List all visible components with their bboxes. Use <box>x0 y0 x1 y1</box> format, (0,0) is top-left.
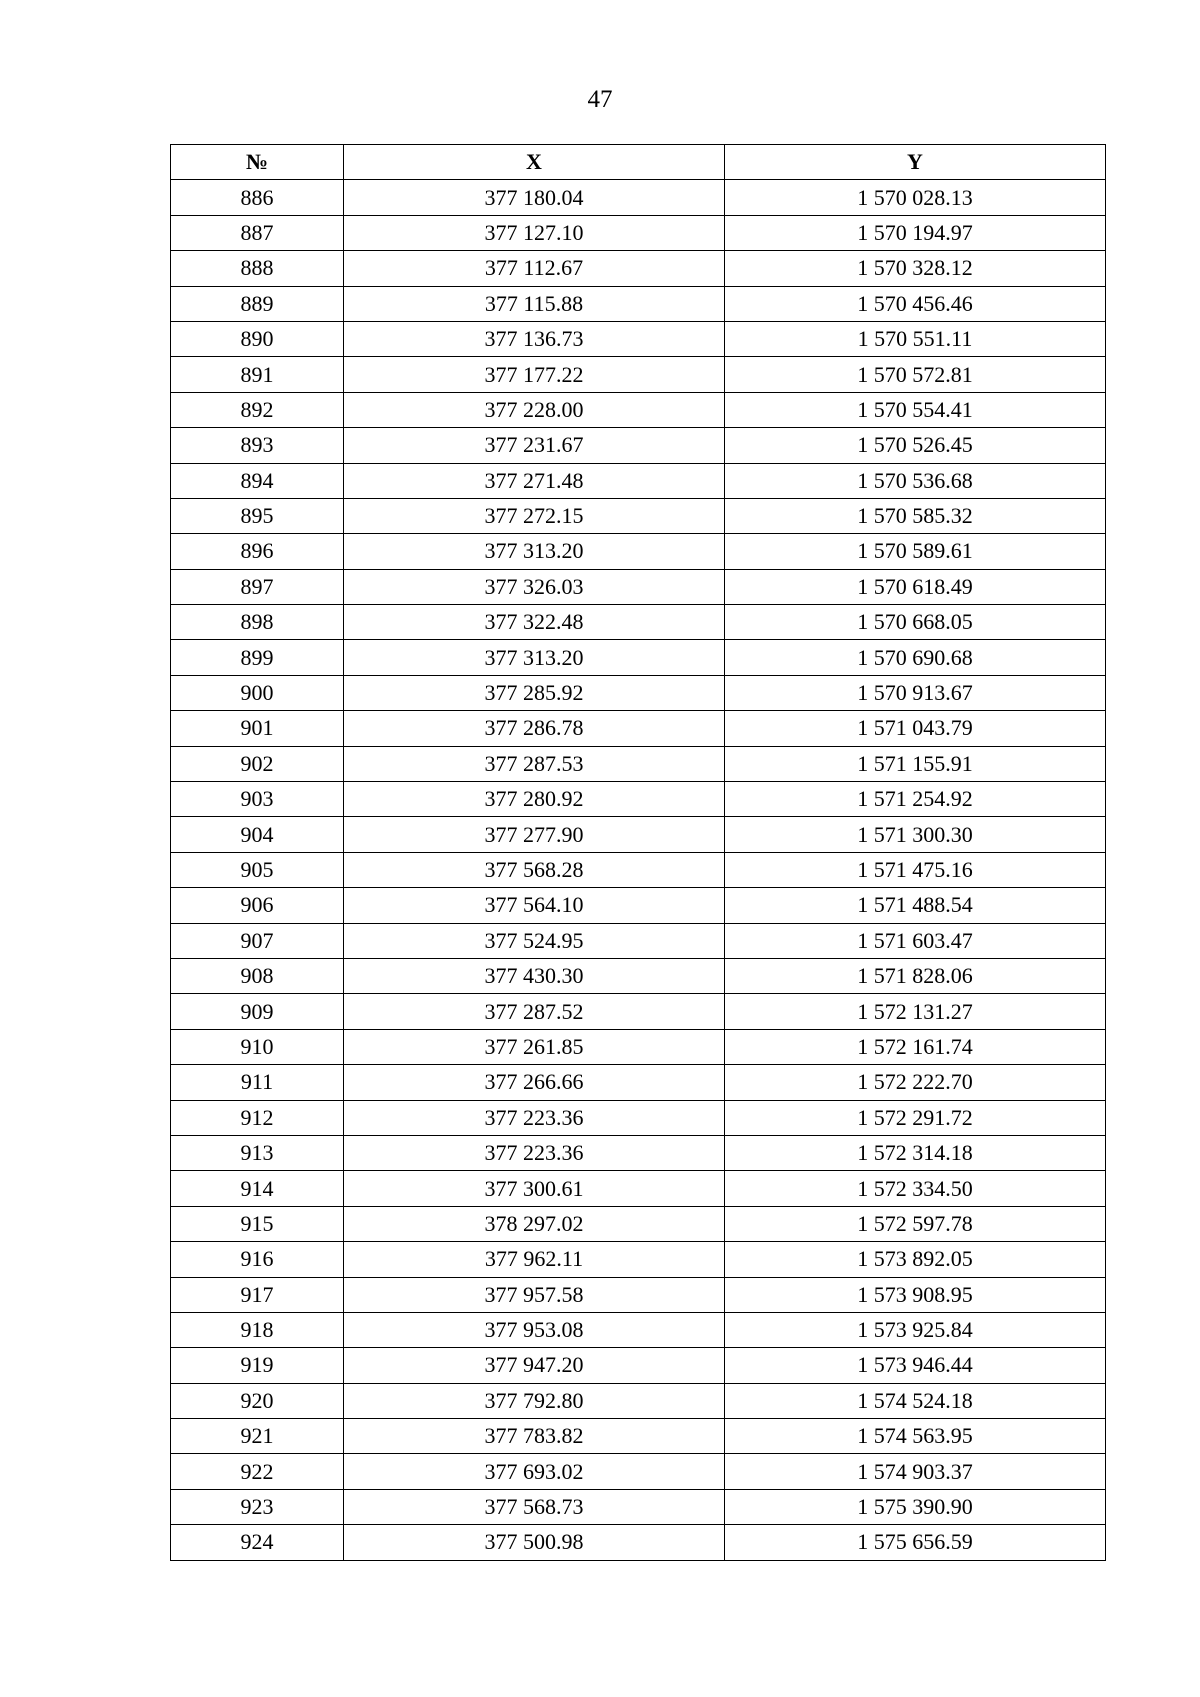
cell-x: 377 326.03 <box>344 569 725 604</box>
table-row <box>171 640 1106 675</box>
cell-x: 377 500.98 <box>344 1525 725 1560</box>
cell-x: 377 223.36 <box>344 1135 725 1170</box>
cell-y: 1 570 913.67 <box>725 675 1106 710</box>
cell-y: 1 570 690.68 <box>725 640 1106 675</box>
table-row <box>171 428 1106 463</box>
header-number: № <box>171 145 344 180</box>
cell-x: 377 962.11 <box>344 1242 725 1277</box>
cell-x: 377 285.92 <box>344 675 725 710</box>
cell-y: 1 573 892.05 <box>725 1242 1106 1277</box>
cell-x: 377 115.88 <box>344 286 725 321</box>
table-row <box>171 675 1106 710</box>
cell-y: 1 570 585.32 <box>725 498 1106 533</box>
cell-y: 1 572 161.74 <box>725 1029 1106 1064</box>
cell-x: 377 127.10 <box>344 215 725 250</box>
table-row <box>171 1242 1106 1277</box>
cell-number: 902 <box>171 746 344 781</box>
cell-x: 377 313.20 <box>344 640 725 675</box>
table-row <box>171 286 1106 321</box>
cell-number: 905 <box>171 852 344 887</box>
cell-number: 898 <box>171 605 344 640</box>
cell-y: 1 571 603.47 <box>725 923 1106 958</box>
cell-x: 377 957.58 <box>344 1277 725 1312</box>
cell-y: 1 570 618.49 <box>725 569 1106 604</box>
cell-y: 1 570 554.41 <box>725 392 1106 427</box>
cell-number: 887 <box>171 215 344 250</box>
cell-number: 920 <box>171 1383 344 1418</box>
cell-y: 1 570 536.68 <box>725 463 1106 498</box>
cell-y: 1 571 828.06 <box>725 958 1106 993</box>
cell-y: 1 571 300.30 <box>725 817 1106 852</box>
cell-x: 377 568.28 <box>344 852 725 887</box>
cell-x: 377 947.20 <box>344 1348 725 1383</box>
cell-number: 894 <box>171 463 344 498</box>
table-row <box>171 1135 1106 1170</box>
table-row <box>171 1277 1106 1312</box>
table-row <box>171 852 1106 887</box>
cell-number: 909 <box>171 994 344 1029</box>
cell-x: 377 287.52 <box>344 994 725 1029</box>
cell-number: 908 <box>171 958 344 993</box>
cell-y: 1 572 597.78 <box>725 1206 1106 1241</box>
cell-y: 1 572 314.18 <box>725 1135 1106 1170</box>
cell-x: 377 223.36 <box>344 1100 725 1135</box>
table-row <box>171 1312 1106 1347</box>
cell-y: 1 571 488.54 <box>725 888 1106 923</box>
table-row <box>171 463 1106 498</box>
table-row <box>171 180 1106 215</box>
cell-x: 377 430.30 <box>344 958 725 993</box>
cell-x: 377 953.08 <box>344 1312 725 1347</box>
table-row <box>171 1171 1106 1206</box>
table-row <box>171 782 1106 817</box>
cell-number: 896 <box>171 534 344 569</box>
table-row <box>171 569 1106 604</box>
table-row <box>171 711 1106 746</box>
table-row <box>171 1489 1106 1524</box>
cell-number: 910 <box>171 1029 344 1064</box>
cell-x: 377 136.73 <box>344 321 725 356</box>
cell-number: 897 <box>171 569 344 604</box>
cell-y: 1 570 028.13 <box>725 180 1106 215</box>
table-row <box>171 923 1106 958</box>
cell-y: 1 574 524.18 <box>725 1383 1106 1418</box>
cell-number: 918 <box>171 1312 344 1347</box>
cell-y: 1 571 155.91 <box>725 746 1106 781</box>
table-row <box>171 1525 1106 1560</box>
cell-x: 377 313.20 <box>344 534 725 569</box>
table-row <box>171 1454 1106 1489</box>
table-body <box>171 180 1106 1560</box>
cell-x: 377 524.95 <box>344 923 725 958</box>
table-row <box>171 888 1106 923</box>
cell-y: 1 570 572.81 <box>725 357 1106 392</box>
cell-number: 900 <box>171 675 344 710</box>
cell-x: 377 322.48 <box>344 605 725 640</box>
cell-x: 377 693.02 <box>344 1454 725 1489</box>
cell-x: 377 112.67 <box>344 251 725 286</box>
cell-number: 924 <box>171 1525 344 1560</box>
cell-y: 1 570 194.97 <box>725 215 1106 250</box>
coordinates-table <box>170 144 1106 1561</box>
cell-number: 907 <box>171 923 344 958</box>
cell-x: 377 228.00 <box>344 392 725 427</box>
cell-x: 377 792.80 <box>344 1383 725 1418</box>
cell-number: 893 <box>171 428 344 463</box>
cell-number: 919 <box>171 1348 344 1383</box>
cell-number: 888 <box>171 251 344 286</box>
cell-number: 914 <box>171 1171 344 1206</box>
cell-x: 378 297.02 <box>344 1206 725 1241</box>
cell-x: 377 272.15 <box>344 498 725 533</box>
table-row <box>171 994 1106 1029</box>
table-row <box>171 321 1106 356</box>
cell-y: 1 571 475.16 <box>725 852 1106 887</box>
cell-y: 1 571 043.79 <box>725 711 1106 746</box>
cell-number: 915 <box>171 1206 344 1241</box>
table-row <box>171 534 1106 569</box>
table-row <box>171 746 1106 781</box>
table-row <box>171 1100 1106 1135</box>
page-number: 47 <box>587 86 613 113</box>
cell-x: 377 180.04 <box>344 180 725 215</box>
cell-x: 377 280.92 <box>344 782 725 817</box>
cell-number: 899 <box>171 640 344 675</box>
cell-number: 922 <box>171 1454 344 1489</box>
table-row <box>171 357 1106 392</box>
table-row <box>171 1206 1106 1241</box>
cell-x: 377 231.67 <box>344 428 725 463</box>
table-row <box>171 605 1106 640</box>
header-row <box>171 145 1106 180</box>
cell-x: 377 783.82 <box>344 1419 725 1454</box>
cell-y: 1 570 589.61 <box>725 534 1106 569</box>
cell-y: 1 570 668.05 <box>725 605 1106 640</box>
cell-y: 1 574 903.37 <box>725 1454 1106 1489</box>
cell-y: 1 575 656.59 <box>725 1525 1106 1560</box>
cell-number: 886 <box>171 180 344 215</box>
cell-number: 917 <box>171 1277 344 1312</box>
cell-number: 892 <box>171 392 344 427</box>
cell-number: 901 <box>171 711 344 746</box>
cell-number: 895 <box>171 498 344 533</box>
cell-number: 916 <box>171 1242 344 1277</box>
cell-y: 1 570 328.12 <box>725 251 1106 286</box>
cell-x: 377 177.22 <box>344 357 725 392</box>
cell-y: 1 574 563.95 <box>725 1419 1106 1454</box>
cell-number: 889 <box>171 286 344 321</box>
cell-x: 377 286.78 <box>344 711 725 746</box>
table-row <box>171 1065 1106 1100</box>
cell-x: 377 287.53 <box>344 746 725 781</box>
table-row <box>171 1348 1106 1383</box>
cell-y: 1 572 222.70 <box>725 1065 1106 1100</box>
header-y: Y <box>725 145 1106 180</box>
table-row <box>171 817 1106 852</box>
cell-y: 1 573 925.84 <box>725 1312 1106 1347</box>
table-row <box>171 1383 1106 1418</box>
cell-x: 377 277.90 <box>344 817 725 852</box>
cell-number: 891 <box>171 357 344 392</box>
cell-x: 377 266.66 <box>344 1065 725 1100</box>
cell-number: 906 <box>171 888 344 923</box>
cell-number: 911 <box>171 1065 344 1100</box>
cell-number: 912 <box>171 1100 344 1135</box>
table-row <box>171 215 1106 250</box>
cell-y: 1 570 551.11 <box>725 321 1106 356</box>
cell-number: 903 <box>171 782 344 817</box>
cell-y: 1 571 254.92 <box>725 782 1106 817</box>
cell-y: 1 570 456.46 <box>725 286 1106 321</box>
cell-y: 1 572 291.72 <box>725 1100 1106 1135</box>
cell-number: 913 <box>171 1135 344 1170</box>
cell-number: 923 <box>171 1489 344 1524</box>
cell-y: 1 572 131.27 <box>725 994 1106 1029</box>
cell-x: 377 261.85 <box>344 1029 725 1064</box>
cell-x: 377 271.48 <box>344 463 725 498</box>
table-row <box>171 958 1106 993</box>
cell-y: 1 570 526.45 <box>725 428 1106 463</box>
table-row <box>171 1029 1106 1064</box>
cell-number: 921 <box>171 1419 344 1454</box>
cell-x: 377 564.10 <box>344 888 725 923</box>
header-x: X <box>344 145 725 180</box>
table-row <box>171 251 1106 286</box>
cell-y: 1 572 334.50 <box>725 1171 1106 1206</box>
cell-x: 377 568.73 <box>344 1489 725 1524</box>
cell-number: 890 <box>171 321 344 356</box>
table-row <box>171 498 1106 533</box>
table-row <box>171 392 1106 427</box>
cell-y: 1 573 946.44 <box>725 1348 1106 1383</box>
cell-y: 1 575 390.90 <box>725 1489 1106 1524</box>
table-row <box>171 1419 1106 1454</box>
cell-x: 377 300.61 <box>344 1171 725 1206</box>
cell-number: 904 <box>171 817 344 852</box>
table-header <box>171 145 1106 180</box>
cell-y: 1 573 908.95 <box>725 1277 1106 1312</box>
